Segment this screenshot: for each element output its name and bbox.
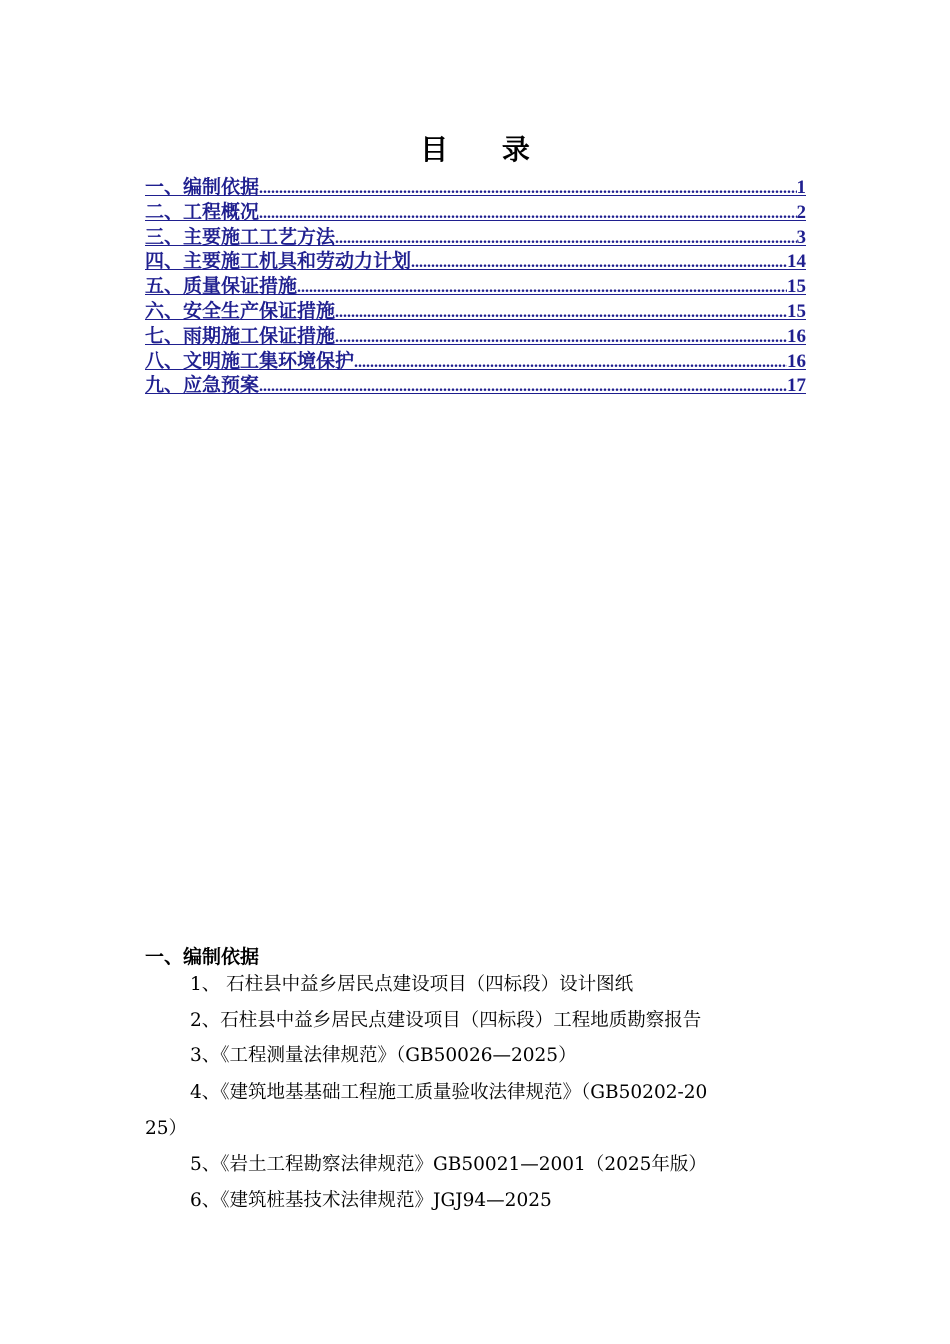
toc-entry-page: 14	[787, 251, 806, 273]
toc-entry-9[interactable]	[145, 373, 806, 398]
basis-item-3: 3、《工程测量法律规范》（GB50026—2025）	[190, 1045, 577, 1066]
toc-leader-dots	[335, 227, 796, 250]
toc-entry-label: 三、主要施工工艺方法	[145, 225, 336, 248]
toc-entry-page: 16	[787, 350, 806, 372]
toc-entry-8[interactable]	[145, 349, 806, 374]
toc-entry-label: 四、主要施工机具和劳动力计划	[145, 250, 412, 273]
toc-entry-page: 15	[787, 300, 806, 322]
basis-item-2: 2、石柱县中益乡居民点建设项目（四标段）工程地质勘察报告	[190, 1010, 702, 1031]
table-of-contents	[145, 175, 806, 398]
basis-item-5: 5、《岩土工程勘察法律规范》GB50021—2001（2025年版）	[190, 1154, 707, 1175]
toc-leader-dots	[354, 351, 787, 374]
basis-item-6: 6、《建筑桩基技术法律规范》JGJ94—2025	[190, 1190, 552, 1211]
toc-entry-page: 3	[796, 226, 806, 248]
toc-leader-dots	[411, 251, 787, 274]
toc-entry-label: 六、安全生产保证措施	[145, 299, 336, 322]
toc-entry-4[interactable]	[145, 249, 806, 274]
toc-entry-label: 八、文明施工集环境保护	[145, 349, 355, 372]
toc-title: 目 录	[420, 133, 552, 166]
toc-entry-7[interactable]	[145, 324, 806, 349]
toc-entry-2[interactable]	[145, 200, 806, 225]
toc-leader-dots	[259, 375, 787, 398]
toc-entry-page: 2	[796, 201, 806, 223]
toc-entry-6[interactable]	[145, 299, 806, 324]
toc-entry-label: 九、应急预案	[145, 374, 260, 397]
section-heading: 一、编制依据	[145, 946, 260, 968]
toc-entry-page: 16	[787, 325, 806, 347]
basis-item-4-continued: 25）	[145, 1118, 188, 1139]
toc-leader-dots	[335, 326, 787, 349]
basis-item-4: 4、《建筑地基基础工程施工质量验收法律规范》（GB50202-20	[190, 1082, 708, 1103]
toc-entry-5[interactable]	[145, 274, 806, 299]
toc-entry-1[interactable]	[145, 175, 806, 200]
toc-entry-label: 二、工程概况	[145, 200, 260, 223]
toc-entry-label: 七、雨期施工保证措施	[145, 324, 336, 347]
toc-leader-dots	[335, 301, 787, 324]
toc-leader-dots	[259, 202, 796, 225]
basis-item-1: 1、 石柱县中益乡居民点建设项目（四标段）设计图纸	[190, 974, 634, 995]
toc-leader-dots	[259, 177, 796, 200]
toc-entry-label: 五、质量保证措施	[145, 275, 298, 298]
toc-entry-page: 17	[787, 375, 806, 397]
toc-entry-3[interactable]	[145, 225, 806, 250]
toc-leader-dots	[297, 276, 787, 299]
toc-entry-page: 1	[796, 177, 806, 198]
toc-entry-page: 15	[787, 276, 806, 298]
toc-entry-label: 一、编制依据	[145, 176, 260, 198]
